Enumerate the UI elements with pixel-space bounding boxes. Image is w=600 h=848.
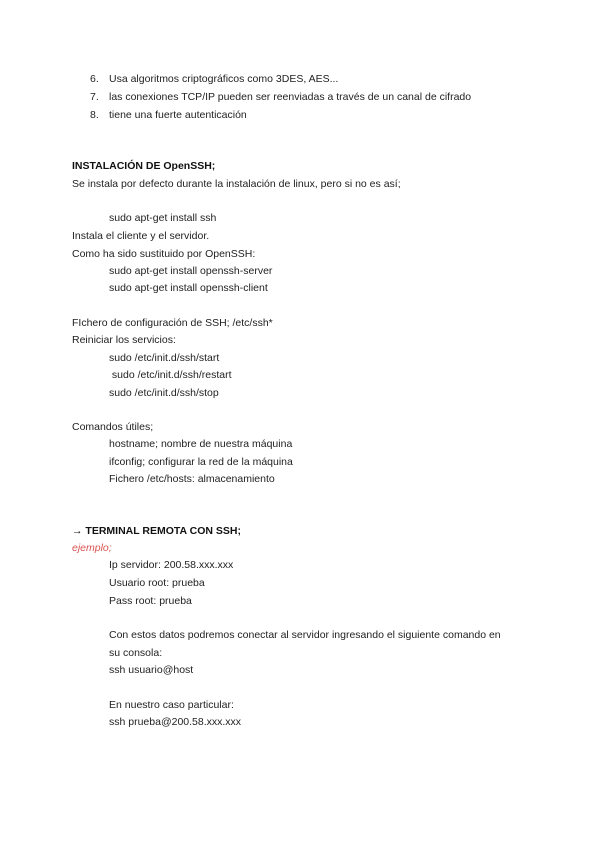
commands-label: Comandos útiles; xyxy=(72,421,154,433)
explain-line-1: Con estos datos podremos conectar al servidor ingresando el siguiente comando en xyxy=(109,629,501,641)
case-label: En nuestro caso particular: xyxy=(109,699,234,711)
cmd-install-client: sudo apt-get install openssh-client xyxy=(109,282,268,294)
list-number: 8. xyxy=(90,109,99,121)
list-item xyxy=(90,72,338,86)
list-item xyxy=(90,108,247,122)
cmd-install-server: sudo apt-get install openssh-server xyxy=(109,265,273,277)
list-number: 6. xyxy=(90,73,99,85)
install-heading: INSTALACIÓN DE OpenSSH; xyxy=(72,160,216,172)
config-file-note: FIchero de configuración de SSH; /etc/ssh* xyxy=(72,317,273,329)
root-user: Usuario root: prueba xyxy=(109,577,205,589)
cmd-ssh-generic: ssh usuario@host xyxy=(109,664,194,676)
list-text: las conexiones TCP/IP pueden ser reenviadas a través de un canal de cifrado xyxy=(109,91,472,103)
example-label: ejemplo; xyxy=(72,542,112,554)
cmd-install-ssh: sudo apt-get install ssh xyxy=(109,212,217,224)
list-number: 7. xyxy=(90,91,99,103)
note-replaced: Como ha sido sustituido por OpenSSH: xyxy=(72,248,256,260)
cmd-hostname: hostname; nombre de nuestra máquina xyxy=(109,438,293,450)
install-intro: Se instala por defecto durante la instalación de linux, pero si no es así; xyxy=(72,178,401,190)
svc-stop: sudo /etc/init.d/ssh/stop xyxy=(109,387,219,399)
svc-restart: sudo /etc/init.d/ssh/restart xyxy=(109,369,232,381)
cmd-ifconfig: ifconfig; configurar la red de la máquina xyxy=(109,456,293,468)
list-text: Usa algoritmos criptográficos como 3DES, AES... xyxy=(109,73,339,85)
list-text: tiene una fuerte autenticación xyxy=(109,109,247,121)
root-pass: Pass root: prueba xyxy=(109,595,192,607)
note-client-server: Instala el cliente y el servidor. xyxy=(72,230,210,242)
cmd-ssh-case: ssh prueba@200.58.xxx.xxx xyxy=(109,716,242,728)
restart-label: Reiniciar los servicios: xyxy=(72,334,176,346)
svc-start: sudo /etc/init.d/ssh/start xyxy=(109,352,220,364)
explain-line-2: su consola: xyxy=(109,647,163,659)
remote-heading: → TERMINAL REMOTA CON SSH; xyxy=(72,525,241,537)
server-ip: Ip servidor: 200.58.xxx.xxx xyxy=(109,559,234,571)
hosts-file: Fichero /etc/hosts: almacenamiento xyxy=(109,473,275,485)
list-item xyxy=(90,90,471,104)
